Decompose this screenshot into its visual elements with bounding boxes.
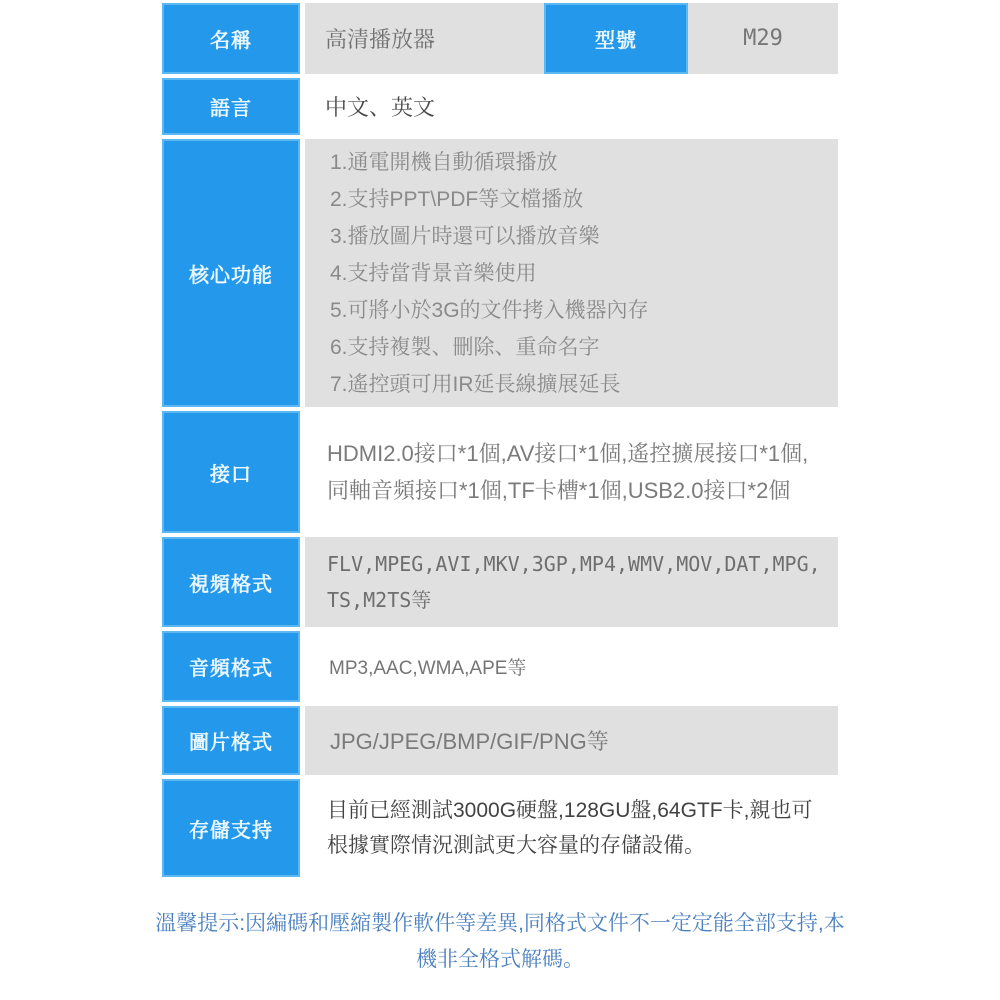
feature-item-3: 3.播放圖片時還可以播放音樂 [330,224,600,248]
audio-formats-value: MP3,AAC,WMA,APE等 [305,631,838,702]
feature-item-4: 4.支持當背景音樂使用 [330,261,537,285]
model-value: M29 [688,3,838,74]
row-image-formats [162,706,838,775]
storage-support-label: 存儲支持 [162,779,300,877]
product-name-value: 高清播放器 [305,3,544,74]
spec-table [162,3,838,877]
feature-list [305,144,649,403]
name-label: 名稱 [162,3,300,74]
image-formats-label: 圖片格式 [162,706,300,775]
row-name-model [162,3,838,74]
row-storage-support [162,779,838,877]
language-label: 語言 [162,78,300,135]
row-ports [162,411,838,533]
ports-value: HDMI2.0接口*1個,AV接口*1個,遙控擴展接口*1個,同軸音頻接口*1個,TF卡槽*1個,USB2.0接口*2個 [305,411,838,533]
row-language [162,78,838,135]
name-model-content [305,3,838,74]
row-video-formats [162,537,838,627]
storage-support-value: 目前已經測試3000G硬盤,128GU盤,64GTF卡,親也可根據實際情況測試更大容量的存儲設備。 [305,779,838,877]
video-formats-value: FLV,MPEG,AVI,MKV,3GP,MP4,WMV,MOV,DAT,MPG,TS,M2TS等 [305,537,838,627]
video-formats-label: 視頻格式 [162,537,300,627]
audio-formats-label: 音頻格式 [162,631,300,702]
footer-warm-tip: 溫馨提示:因編碼和壓縮製作軟件等差異,同格式文件不一定定能全部支持,本機非全格式解碼。 [155,912,845,971]
row-audio-formats [162,631,838,702]
core-features-content [305,139,838,407]
ports-label: 接口 [162,411,300,533]
model-label: 型號 [544,3,688,74]
feature-item-5: 5.可將小於3G的文件拷入機器內存 [330,298,649,322]
row-core-features [162,139,838,407]
language-value: 中文、英文 [305,78,838,135]
feature-item-6: 6.支持複製、刪除、重命名字 [330,335,600,359]
image-formats-value: JPG/JPEG/BMP/GIF/PNG等 [305,706,838,775]
core-features-label: 核心功能 [162,139,300,407]
feature-item-1: 1.通電開機自動循環播放 [330,150,558,174]
feature-item-7: 7.遙控頭可用IR延長線擴展延長 [330,372,621,396]
feature-item-2: 2.支持PPT\PDF等文檔播放 [330,187,584,211]
